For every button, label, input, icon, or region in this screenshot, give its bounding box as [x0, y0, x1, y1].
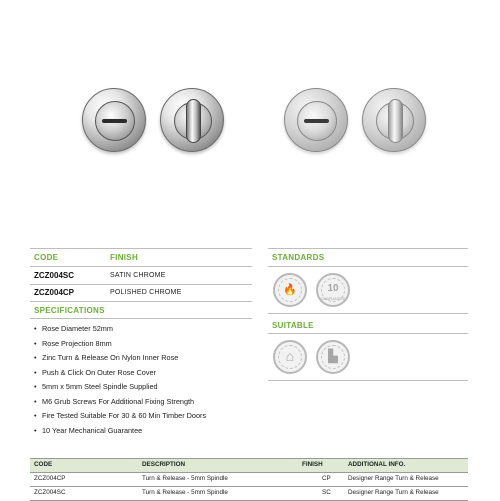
spec-item: • 5mm x 5mm Steel Spindle Supplied — [34, 380, 284, 395]
suitable-rule — [268, 333, 468, 334]
standards-header-rule — [268, 266, 468, 267]
fire-badge-icon — [273, 273, 307, 307]
finish-row-2-rule — [30, 301, 252, 302]
polished-indicator-window — [102, 119, 127, 123]
table-cell-finish: SC — [322, 489, 331, 496]
table-cell-code: ZCZ004CP — [34, 475, 66, 482]
code-section-header-rule — [30, 266, 252, 267]
finish-heading: FINISH — [110, 253, 139, 262]
table-row — [30, 473, 468, 487]
spec-item: • Fire Tested Suitable For 30 & 60 Min Timber Doors — [34, 409, 284, 424]
spec-item: • 10 Year Mechanical Guarantee — [34, 424, 284, 439]
finish-row-1-code: ZCZ004SC — [34, 271, 75, 280]
table-cell-finish: CP — [322, 475, 331, 482]
ten-year-guarantee-badge-icon — [316, 273, 350, 307]
spec-item: • M6 Grub Screws For Additional Fixing Strength — [34, 395, 284, 410]
guarantee-sublabel: GUARANTEE — [320, 296, 346, 301]
table-cell-description: Turn & Release - 5mm Spindle — [142, 489, 228, 496]
satin-release-front-image — [362, 88, 426, 152]
table-cell-description: Turn & Release - 5mm Spindle — [142, 475, 228, 482]
table-cell-additional-info: Designer Range Turn & Release — [348, 489, 439, 496]
table-cell-additional-info: Designer Range Turn & Release — [348, 475, 439, 482]
satin-turn-front-image — [284, 88, 348, 152]
spec-item: • Push & Click On Outer Rose Cover — [34, 366, 284, 381]
spec-item: • Rose Diameter 52mm — [34, 322, 284, 337]
standards-bottom-rule — [268, 313, 468, 314]
code-heading: CODE — [34, 253, 59, 262]
suitable-heading: SUITABLE — [272, 321, 314, 330]
finish-row-2-finish: POLISHED CHROME — [110, 289, 182, 296]
standards-top-rule — [268, 248, 468, 249]
specifications-rule — [30, 318, 252, 319]
spec-item: • Zinc Turn & Release On Nylon Inner Rose — [34, 351, 284, 366]
table-header-finish: FINISH — [302, 461, 323, 468]
table-header-additional-info: ADDITIONAL INFO. — [348, 461, 406, 468]
spec-item: • Rose Projection 8mm — [34, 337, 284, 352]
finish-row-1-finish: SATIN CHROME — [110, 272, 166, 279]
suitable-bottom-rule — [268, 380, 468, 381]
ten-year-glyph: 10 — [327, 283, 339, 294]
house-glyph: ⌂ — [285, 348, 295, 364]
product-table — [30, 458, 468, 501]
fire-glyph: 🔥 — [283, 284, 297, 296]
domestic-use-badge-icon — [273, 340, 307, 374]
polished-release-front-image — [160, 88, 224, 152]
polished-turn-knob — [186, 99, 201, 143]
specifications-list — [34, 322, 284, 438]
table-row — [30, 487, 468, 501]
code-section-top-rule — [30, 248, 252, 249]
finish-row-2-code: ZCZ004CP — [34, 288, 75, 297]
polished-turn-front-image — [82, 88, 146, 152]
table-header-code: CODE — [34, 461, 53, 468]
commercial-use-badge-icon — [316, 340, 350, 374]
standards-heading: STANDARDS — [272, 253, 325, 262]
table-header-row — [30, 458, 468, 473]
finish-row-1-rule — [30, 284, 252, 285]
factory-glyph: ▙ — [328, 349, 338, 363]
table-cell-code: ZCZ004SC — [34, 489, 66, 496]
table-header-description: DESCRIPTION — [142, 461, 186, 468]
satin-turn-knob — [388, 99, 403, 143]
specifications-heading: SPECIFICATIONS — [34, 306, 105, 315]
satin-indicator-window — [304, 119, 329, 123]
